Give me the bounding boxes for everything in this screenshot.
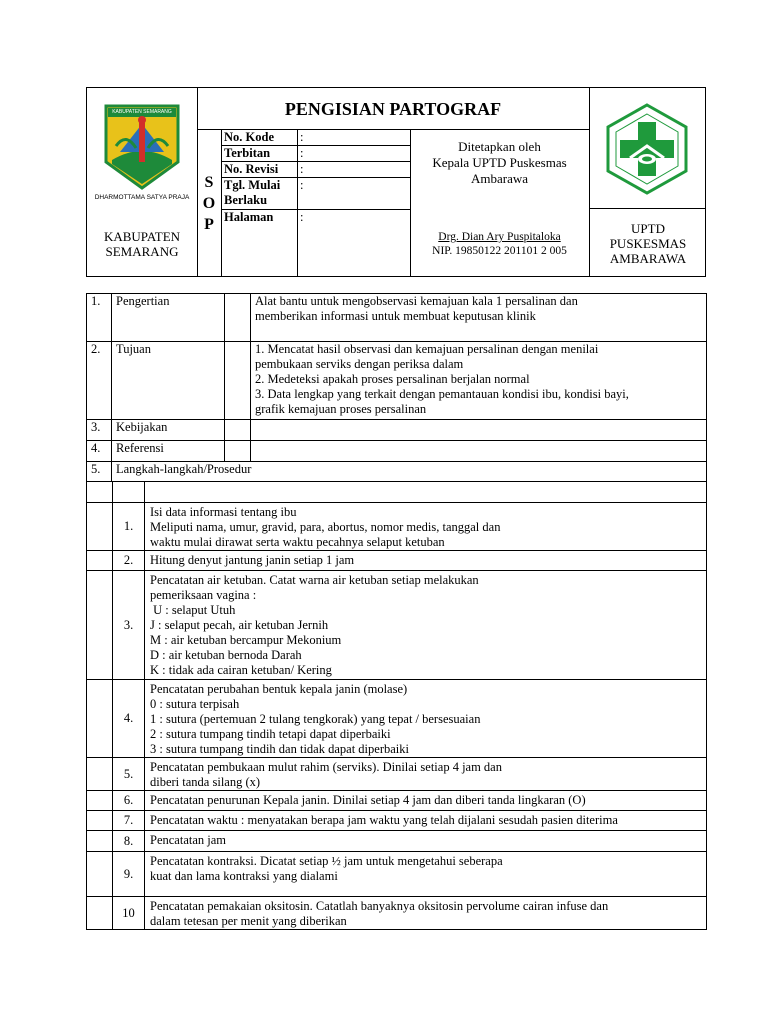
logo-banner-text: KABUPATEN SEMARANG <box>112 109 172 115</box>
logo-motto: DHARMOTTAMA SATYA PRAJA <box>94 194 190 201</box>
field-terbitan-sep: : <box>300 146 304 160</box>
section-label: Referensi <box>112 441 225 462</box>
content-line: 3. Data lengkap yang terkait dengan pemantauan kondisi ibu, kondisi bayi, <box>255 387 629 401</box>
step-no: 3. <box>113 571 145 680</box>
page-title: PENGISIAN PARTOGRAF <box>284 99 502 119</box>
steps-indent-cell <box>87 811 113 831</box>
content-line: pembukaan serviks dengan periksa dalam <box>255 357 464 371</box>
step-no-cell <box>113 482 145 503</box>
step-row <box>87 758 707 791</box>
signer-nip: NIP. 19850122 201101 2 005 <box>432 245 567 257</box>
step-line: 0 : sutura terpisah <box>150 697 240 711</box>
step-line: D : air ketuban bernoda Darah <box>150 648 302 662</box>
step-text <box>145 551 707 571</box>
steps-indent-cell <box>87 551 113 571</box>
step-line: Pencatatan pembukaan mulut rahim (serviks). Dinilai setiap 4 jam dan <box>150 760 502 774</box>
field-tgl-mulai: Tgl. Mulai <box>224 178 281 192</box>
step-no: 9. <box>113 852 145 897</box>
steps-indent-cell <box>87 482 113 503</box>
step-row <box>87 791 707 811</box>
steps-indent-cell <box>87 852 113 897</box>
step-no: 10 <box>113 897 145 930</box>
field-no-kode-sep: : <box>300 130 304 144</box>
step-row <box>87 551 707 571</box>
content-line: grafik kemajuan proses persalinan <box>255 402 427 416</box>
section-spacer <box>225 294 251 342</box>
field-no-kode: No. Kode <box>224 130 274 144</box>
step-no: 2. <box>113 551 145 571</box>
step-line: J : selaput pecah, air ketuban Jernih <box>150 618 329 632</box>
org-line1: UPTD <box>631 221 665 236</box>
section-content <box>251 342 707 420</box>
step-line: kuat dan lama kontraksi yang dialami <box>150 869 338 883</box>
step-no: 4. <box>113 680 145 758</box>
step-line: 1 : sutura (pertemuan 2 tulang tengkorak) yang tepat / bersesuaian <box>150 712 481 726</box>
content-line: 1. Mencatat hasil observasi dan kemajuan persalinan dengan menilai <box>255 342 599 356</box>
step-line: Isi data informasi tentang ibu <box>150 505 297 519</box>
step-no: 6. <box>113 791 145 811</box>
field-halaman-sep: : <box>300 210 304 224</box>
step-line: Pencatatan perubahan bentuk kepala janin (molase) <box>150 682 408 696</box>
step-line: 2 : sutura tumpang tindih tetapi dapat diperbaiki <box>150 727 391 741</box>
step-line: U : selaput Utuh <box>150 603 236 617</box>
section-no: 1. <box>87 294 112 342</box>
step-line: pemeriksaan vagina : <box>150 588 257 602</box>
steps-indent-cell <box>87 571 113 680</box>
sop-header <box>86 87 706 277</box>
section-row <box>87 342 707 420</box>
step-line: Pencatatan air ketuban. Catat warna air ketuban setiap melakukan <box>150 573 479 587</box>
step-row <box>87 852 707 897</box>
steps-indent-cell <box>87 897 113 930</box>
step-no: 1. <box>113 503 145 551</box>
step-text <box>145 571 707 680</box>
section-spacer <box>225 420 251 441</box>
step-row <box>87 503 707 551</box>
org-line2: PUSKESMAS <box>609 236 687 251</box>
content-line: memberikan informasi untuk membuat keputusan klinik <box>255 309 536 323</box>
steps-indent-cell <box>87 791 113 811</box>
section-label: Pengertian <box>112 294 225 342</box>
step-text <box>145 680 707 758</box>
approval-line1: Ditetapkan oleh <box>458 139 541 154</box>
signer-name: Drg. Dian Ary Puspitaloka <box>438 231 561 243</box>
section-no: 4. <box>87 441 112 462</box>
section-content <box>251 441 707 462</box>
step-line: Pencatatan waktu : menyatakan berapa jam waktu yang telah dijalani sesudah pasien diterima <box>150 813 618 827</box>
step-text <box>145 897 707 930</box>
section-spacer <box>225 441 251 462</box>
steps-spacer-row <box>87 482 707 503</box>
section-content <box>251 420 707 441</box>
step-line: diberi tanda silang (x) <box>150 775 261 789</box>
approval-line3: Ambarawa <box>470 171 529 186</box>
step-no: 7. <box>113 811 145 831</box>
sop-letter-s: S <box>204 174 214 191</box>
step-text <box>145 503 707 551</box>
step-text <box>145 791 707 811</box>
step-text-cell <box>145 482 707 503</box>
step-line: Pencatatan pemakaian oksitosin. Catatlah banyaknya oksitosin pervolume cairan infuse dan <box>150 899 609 913</box>
step-line: Pencatatan jam <box>150 833 227 847</box>
steps-indent-cell <box>87 758 113 791</box>
field-no-revisi-sep: : <box>300 162 304 176</box>
field-tgl-mulai-sep: : <box>300 178 304 192</box>
section-label: Langkah-langkah/Prosedur <box>112 462 707 482</box>
content-line: Alat bantu untuk mengobservasi kemajuan kala 1 persalinan dan <box>255 294 578 308</box>
section-no: 2. <box>87 342 112 420</box>
field-halaman: Halaman <box>224 210 274 224</box>
section-row <box>87 441 707 462</box>
field-no-revisi: No. Revisi <box>224 162 279 176</box>
step-text <box>145 811 707 831</box>
section-content <box>251 294 707 342</box>
step-line: waktu mulai dirawat serta waktu pecahnya selaput ketuban <box>150 535 445 549</box>
step-no: 5. <box>113 758 145 791</box>
sop-letter-p: P <box>204 216 214 233</box>
step-line: Pencatatan penurunan Kepala janin. Dinilai setiap 4 jam dan diberi tanda lingkaran (O) <box>150 793 586 807</box>
step-line: Hitung denyut jantung janin setiap 1 jam <box>150 553 355 567</box>
procedure-steps-table <box>86 481 707 930</box>
steps-indent-cell <box>87 680 113 758</box>
step-text <box>145 758 707 791</box>
steps-indent-cell <box>87 503 113 551</box>
step-line: Meliputi nama, umur, gravid, para, abortus, nomor medis, tanggal dan <box>150 520 501 534</box>
step-line: Pencatatan kontraksi. Dicatat setiap ½ jam untuk mengetahui seberapa <box>150 854 503 868</box>
section-no: 5. <box>87 462 112 482</box>
kabupaten-logo <box>102 102 182 192</box>
section-no: 3. <box>87 420 112 441</box>
section-row <box>87 462 707 482</box>
section-label: Tujuan <box>112 342 225 420</box>
region-name-line2: SEMARANG <box>105 244 179 259</box>
content-line: 2. Medeteksi apakah proses persalinan berjalan normal <box>255 372 530 386</box>
step-row <box>87 680 707 758</box>
step-row <box>87 897 707 930</box>
step-line: K : tidak ada cairan ketuban/ Kering <box>150 663 332 677</box>
section-label: Kebijakan <box>112 420 225 441</box>
step-text <box>145 831 707 852</box>
steps-indent-cell <box>87 831 113 852</box>
puskesmas-logo-icon <box>600 102 694 196</box>
approval-line2: Kepala UPTD Puskesmas <box>432 155 567 170</box>
step-no: 8. <box>113 831 145 852</box>
region-name-line1: KABUPATEN <box>103 229 181 244</box>
org-line3: AMBARAWA <box>609 251 687 266</box>
field-terbitan: Terbitan <box>224 146 271 160</box>
section-row <box>87 294 707 342</box>
field-berlaku: Berlaku <box>224 193 268 207</box>
sop-letter-o: O <box>202 195 216 212</box>
section-row <box>87 420 707 441</box>
step-row <box>87 571 707 680</box>
sections-table <box>86 293 707 482</box>
step-line: M : air ketuban bercampur Mekonium <box>150 633 342 647</box>
step-line: dalam tetesan per menit yang diberikan <box>150 914 347 928</box>
section-spacer <box>225 342 251 420</box>
step-row <box>87 811 707 831</box>
step-row <box>87 831 707 852</box>
step-text <box>145 852 707 897</box>
step-line: 3 : sutura tumpang tindih dan tidak dapat diperbaiki <box>150 742 409 756</box>
